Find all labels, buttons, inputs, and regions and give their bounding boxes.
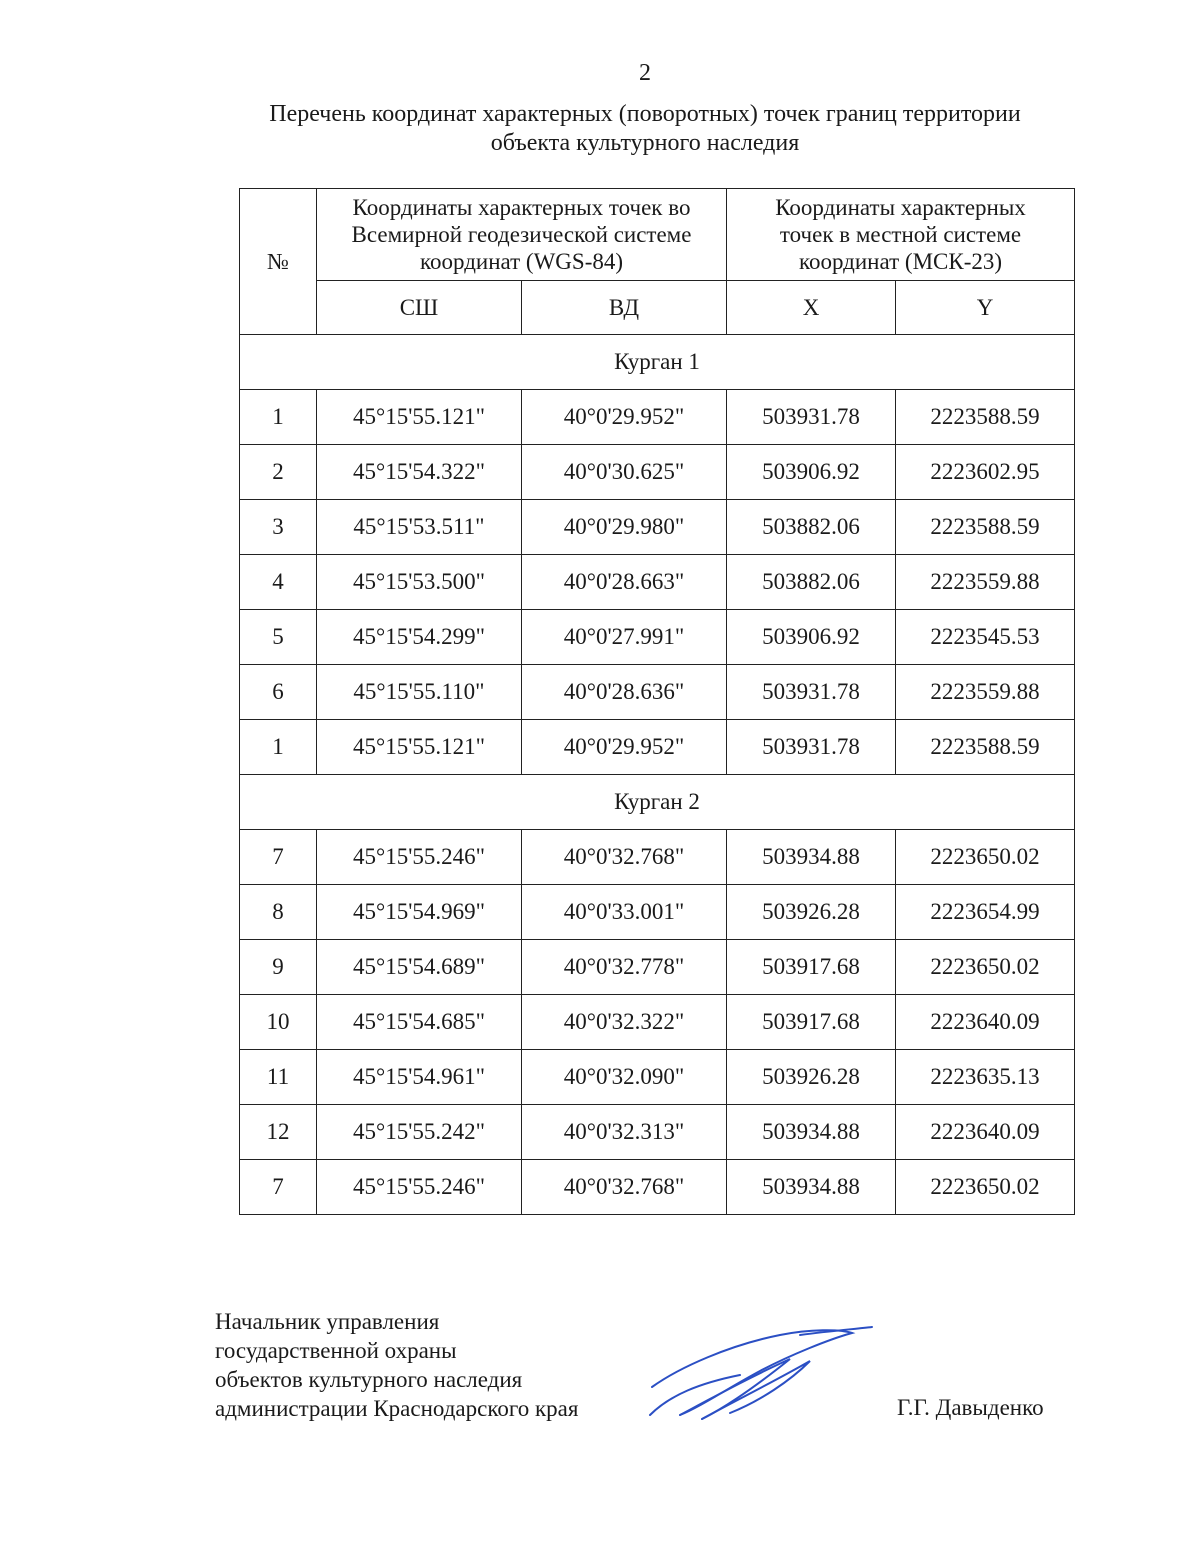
header-wgs84: Координаты характерных точек во Всемирной геодезической системе координат (WGS-84) — [317, 189, 727, 281]
table-row — [240, 500, 1075, 555]
cell-vd: 40°0'28.636" — [522, 665, 727, 720]
header-msk23: Координаты характерных точек в местной системе координат (МСК-23) — [727, 189, 1075, 281]
position-line: государственной охраны — [215, 1338, 457, 1363]
title-line-2: объекта культурного наследия — [490, 130, 800, 156]
cell-y: 2223588.59 — [896, 500, 1075, 555]
cell-n: 3 — [240, 500, 317, 555]
cell-x: 503934.88 — [727, 1160, 896, 1215]
section-row — [240, 335, 1075, 390]
cell-n: 10 — [240, 995, 317, 1050]
cell-y: 2223640.09 — [896, 1105, 1075, 1160]
position-line: администрации Краснодарского края — [215, 1396, 579, 1421]
cell-vd: 40°0'29.980" — [522, 500, 727, 555]
cell-y: 2223650.02 — [896, 940, 1075, 995]
cell-x: 503934.88 — [727, 830, 896, 885]
cell-vd: 40°0'30.625" — [522, 445, 727, 500]
cell-x: 503882.06 — [727, 500, 896, 555]
cell-sh: 45°15'53.511" — [317, 500, 522, 555]
cell-n: 4 — [240, 555, 317, 610]
header-y: Y — [896, 281, 1075, 335]
signatory-position — [215, 1307, 578, 1423]
table-row — [240, 390, 1075, 445]
table-row — [240, 610, 1075, 665]
cell-x: 503882.06 — [727, 555, 896, 610]
cell-y: 2223588.59 — [896, 390, 1075, 445]
table-row — [240, 665, 1075, 720]
table-row — [240, 720, 1075, 775]
cell-vd: 40°0'32.768" — [522, 1160, 727, 1215]
cell-sh: 45°15'53.500" — [317, 555, 522, 610]
table-row — [240, 885, 1075, 940]
table-row — [240, 1050, 1075, 1105]
cell-x: 503906.92 — [727, 445, 896, 500]
cell-vd: 40°0'32.778" — [522, 940, 727, 995]
header-latitude: СШ — [317, 281, 522, 335]
cell-n: 5 — [240, 610, 317, 665]
cell-vd: 40°0'29.952" — [522, 390, 727, 445]
cell-sh: 45°15'55.246" — [317, 1160, 522, 1215]
cell-vd: 40°0'32.322" — [522, 995, 727, 1050]
header-x: X — [727, 281, 896, 335]
cell-y: 2223602.95 — [896, 445, 1075, 500]
cell-x: 503906.92 — [727, 610, 896, 665]
cell-vd: 40°0'29.952" — [522, 720, 727, 775]
cell-sh: 45°15'55.121" — [317, 390, 522, 445]
cell-y: 2223588.59 — [896, 720, 1075, 775]
cell-x: 503931.78 — [727, 390, 896, 445]
section-row — [240, 775, 1075, 830]
position-line: Начальник управления — [215, 1309, 440, 1334]
cell-vd: 40°0'32.313" — [522, 1105, 727, 1160]
cell-x: 503917.68 — [727, 995, 896, 1050]
cell-sh: 45°15'54.322" — [317, 445, 522, 500]
table-header-row — [240, 189, 1075, 281]
cell-sh: 45°15'55.121" — [317, 720, 522, 775]
table-row — [240, 445, 1075, 500]
title-line-1: Перечень координат характерных (поворотных) точек границ территории — [269, 101, 1021, 127]
cell-x: 503931.78 — [727, 720, 896, 775]
cell-n: 12 — [240, 1105, 317, 1160]
cell-vd: 40°0'33.001" — [522, 885, 727, 940]
cell-n: 1 — [240, 720, 317, 775]
cell-vd: 40°0'27.991" — [522, 610, 727, 665]
page-number: 2 — [639, 60, 651, 86]
cell-sh: 45°15'54.685" — [317, 995, 522, 1050]
cell-x: 503934.88 — [727, 1105, 896, 1160]
cell-vd: 40°0'28.663" — [522, 555, 727, 610]
cell-n: 1 — [240, 390, 317, 445]
handwritten-signature — [640, 1315, 880, 1435]
cell-vd: 40°0'32.090" — [522, 1050, 727, 1105]
cell-sh: 45°15'54.689" — [317, 940, 522, 995]
cell-vd: 40°0'32.768" — [522, 830, 727, 885]
table-row — [240, 830, 1075, 885]
cell-y: 2223545.53 — [896, 610, 1075, 665]
cell-n: 7 — [240, 830, 317, 885]
table-row — [240, 995, 1075, 1050]
cell-y: 2223650.02 — [896, 830, 1075, 885]
table-body — [240, 335, 1075, 1215]
cell-y: 2223654.99 — [896, 885, 1075, 940]
section-title: Курган 1 — [240, 335, 1075, 390]
cell-sh: 45°15'55.110" — [317, 665, 522, 720]
cell-sh: 45°15'54.969" — [317, 885, 522, 940]
document-title — [200, 100, 1090, 158]
table-row — [240, 1160, 1075, 1215]
signer-name: Г.Г. Давыденко — [897, 1395, 1044, 1420]
cell-y: 2223650.02 — [896, 1160, 1075, 1215]
position-line: объектов культурного наследия — [215, 1367, 523, 1392]
header-longitude: ВД — [522, 281, 727, 335]
cell-n: 8 — [240, 885, 317, 940]
cell-n: 11 — [240, 1050, 317, 1105]
table-row — [240, 940, 1075, 995]
cell-y: 2223635.13 — [896, 1050, 1075, 1105]
cell-y: 2223640.09 — [896, 995, 1075, 1050]
cell-y: 2223559.88 — [896, 665, 1075, 720]
cell-n: 9 — [240, 940, 317, 995]
cell-sh: 45°15'54.961" — [317, 1050, 522, 1105]
cell-n: 6 — [240, 665, 317, 720]
cell-x: 503926.28 — [727, 1050, 896, 1105]
cell-n: 7 — [240, 1160, 317, 1215]
cell-sh: 45°15'55.242" — [317, 1105, 522, 1160]
section-title: Курган 2 — [240, 775, 1075, 830]
table-row — [240, 555, 1075, 610]
cell-y: 2223559.88 — [896, 555, 1075, 610]
cell-sh: 45°15'54.299" — [317, 610, 522, 665]
cell-x: 503931.78 — [727, 665, 896, 720]
header-number: № — [240, 189, 317, 335]
cell-n: 2 — [240, 445, 317, 500]
cell-x: 503917.68 — [727, 940, 896, 995]
cell-sh: 45°15'55.246" — [317, 830, 522, 885]
cell-x: 503926.28 — [727, 885, 896, 940]
table-row — [240, 1105, 1075, 1160]
coordinates-table — [239, 188, 1075, 1215]
table-subheader-row — [240, 281, 1075, 335]
